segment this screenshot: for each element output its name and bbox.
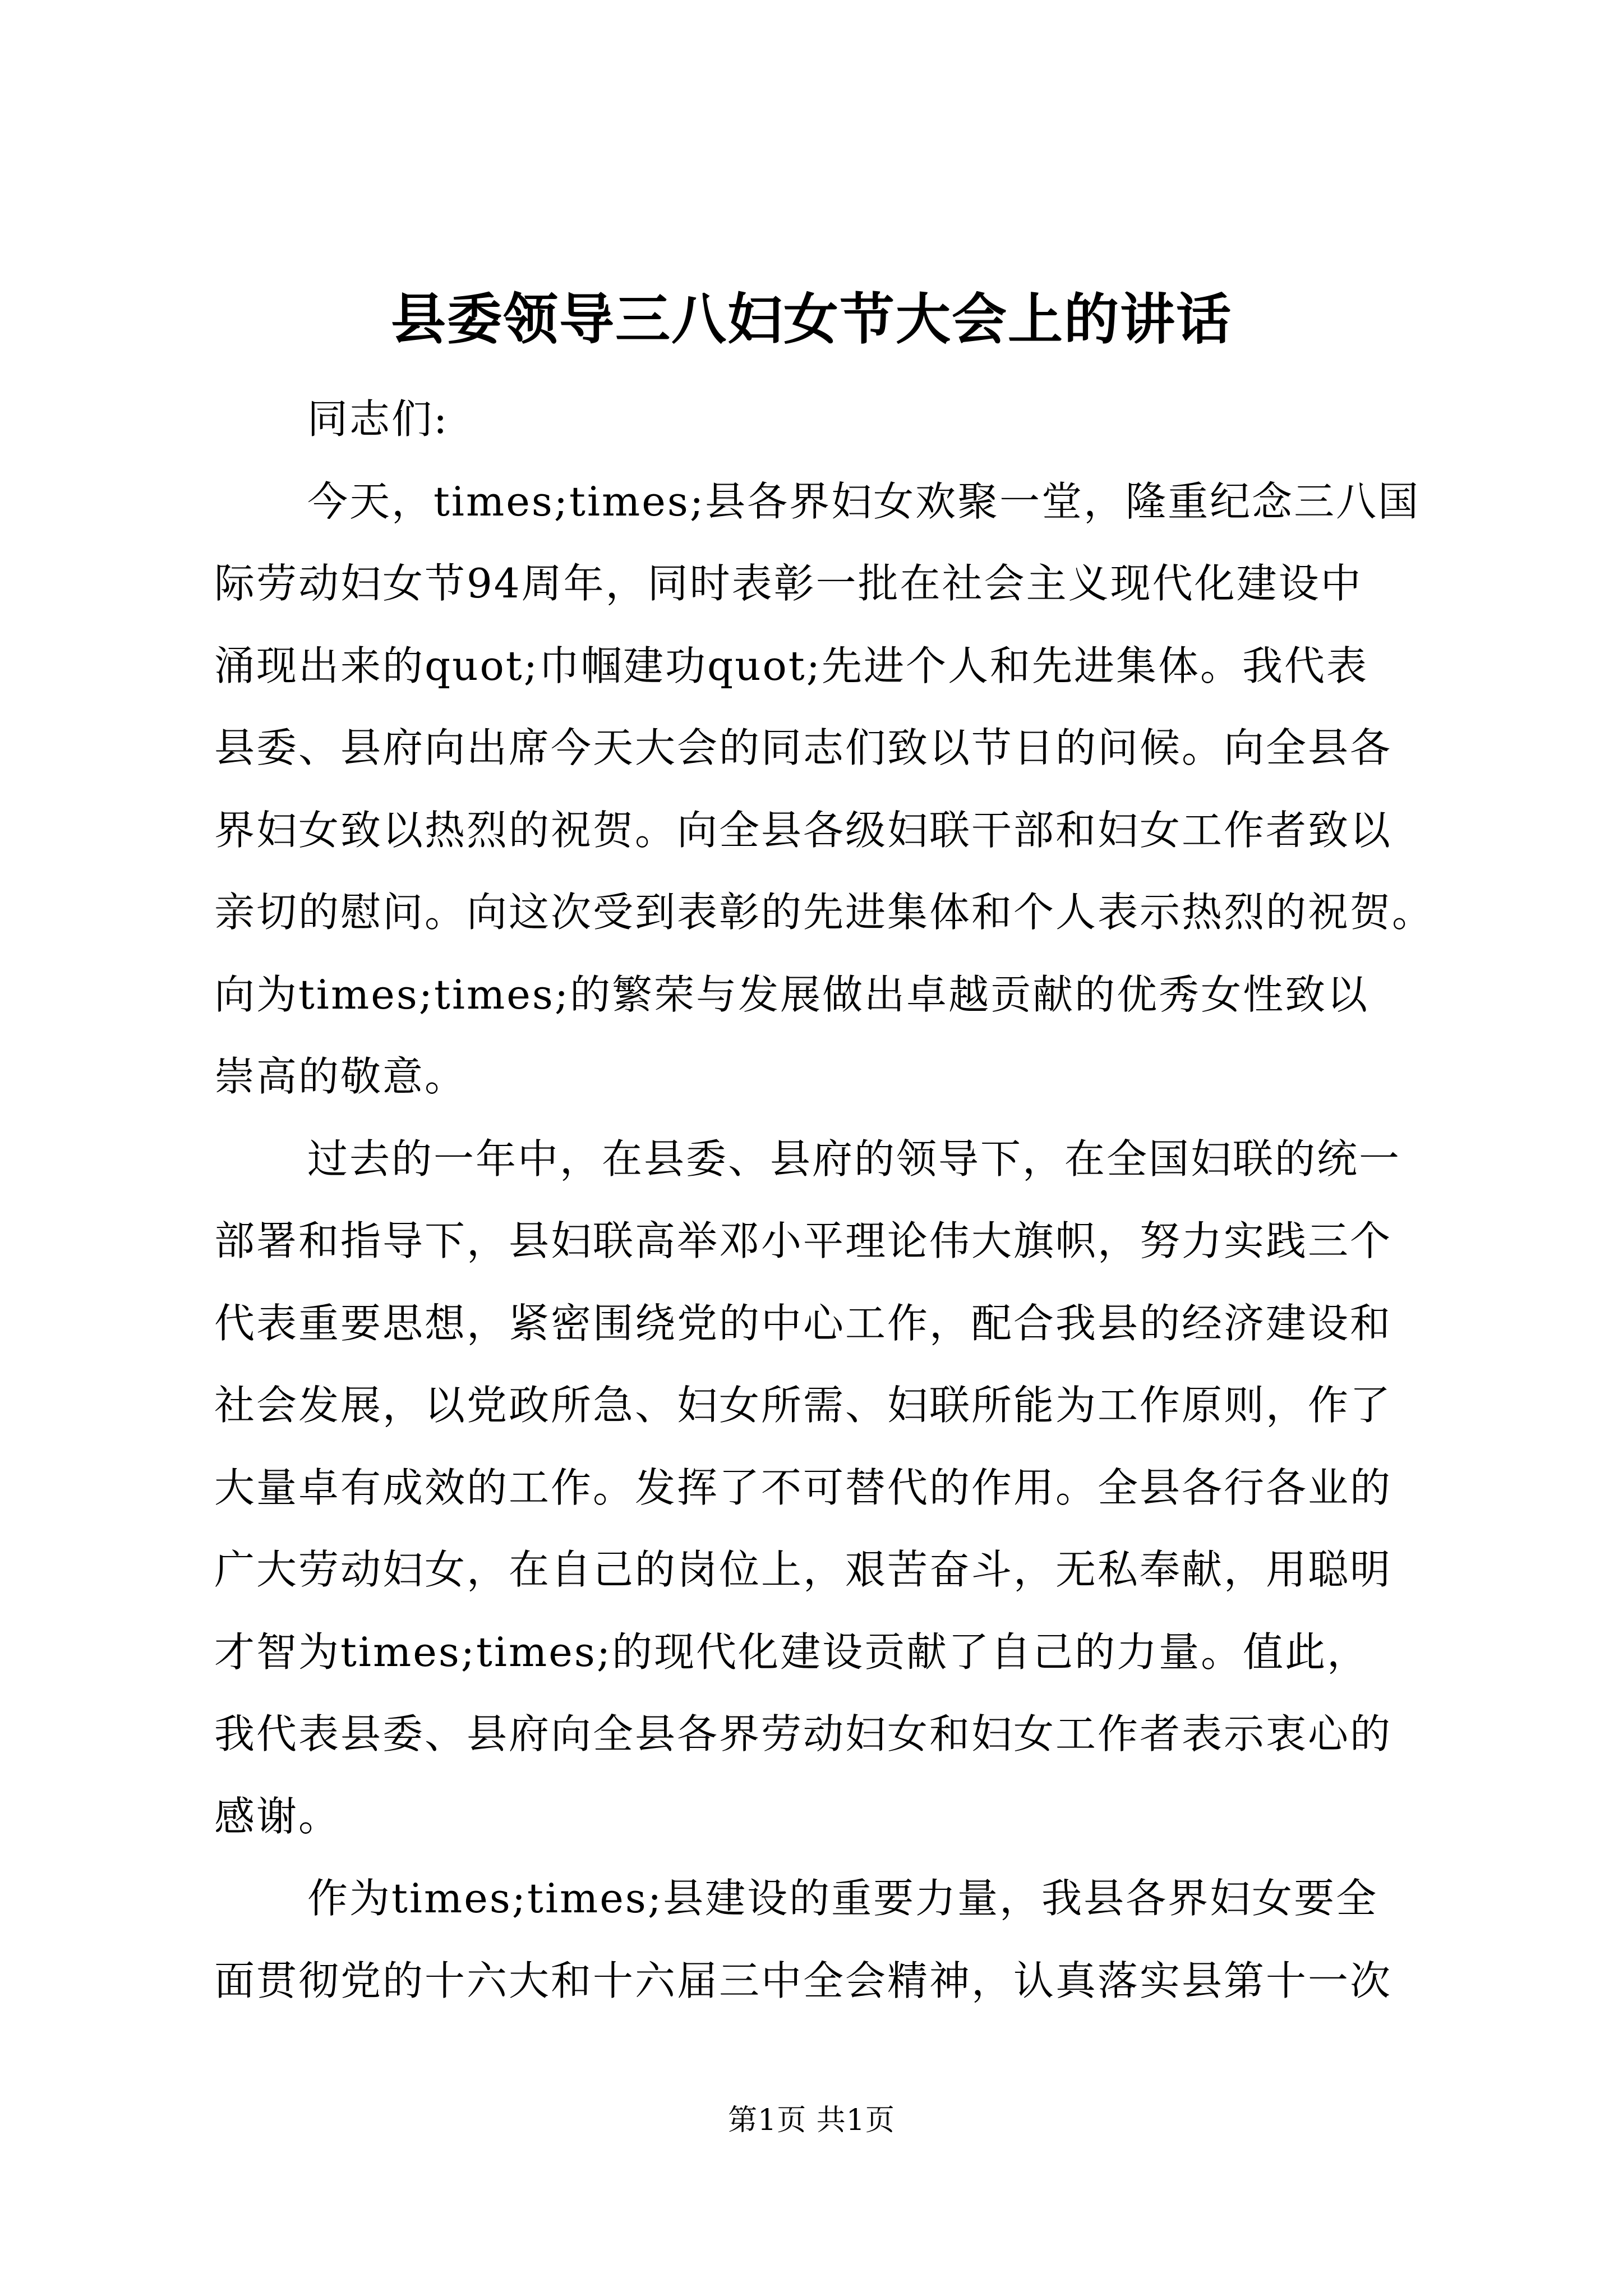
- text-line: 部署和指导下，县妇联高举邓小平理论伟大旗帜，努力实践三个: [214, 1217, 1393, 1264]
- text-line: 向为times;times;的繁荣与发展做出卓越贡献的优秀女性致以: [214, 970, 1370, 1018]
- text-line: 界妇女致以热烈的祝贺。向全县各级妇联干部和妇女工作者致以: [214, 806, 1393, 854]
- text-line: 广大劳动妇女，在自己的岗位上，艰苦奋斗，无私奉献，用聪明: [214, 1546, 1393, 1593]
- text-line: 亲切的慰问。向这次受到表彰的先进集体和个人表示热烈的祝贺。: [214, 889, 1435, 936]
- document-body: [214, 378, 1448, 2022]
- text-line: 同志们:: [307, 395, 449, 443]
- text-line: 才智为times;times;的现代化建设贡献了自己的力量。值此，: [214, 1628, 1370, 1676]
- text-line: 崇高的敬意。: [214, 1053, 467, 1100]
- text-line: 过去的一年中，在县委、县府的领导下，在全国妇联的统一: [307, 1135, 1401, 1182]
- text-line: 我代表县委、县府向全县各界劳动妇女和妇女工作者表示衷心的: [214, 1710, 1393, 1757]
- text-line: 社会发展，以党政所急、妇女所需、妇联所能为工作原则，作了: [214, 1382, 1393, 1429]
- page-footer: 第1页 共1页: [728, 2104, 895, 2137]
- text-line: 涌现出来的quot;巾帼建功quot;先进个人和先进集体。我代表: [214, 642, 1369, 689]
- text-line: 县委、县府向出席今天大会的同志们致以节日的问候。向全县各: [214, 724, 1393, 771]
- text-line: 今天，times;times;县各界妇女欢聚一堂，隆重纪念三八国: [307, 477, 1421, 525]
- text-line: 感谢。: [214, 1792, 341, 1840]
- text-line: 面贯彻党的十六大和十六届三中全会精神，认真落实县第十一次: [214, 1957, 1393, 2004]
- text-line: 代表重要思想，紧密围绕党的中心工作，配合我县的经济建设和: [214, 1299, 1393, 1347]
- text-line: 作为times;times;县建设的重要力量，我县各界妇女要全: [307, 1875, 1378, 1922]
- text-line: 大量卓有成效的工作。发挥了不可替代的作用。全县各行各业的: [214, 1464, 1393, 1511]
- document-title: 县委领导三八妇女节大会上的讲话: [390, 287, 1232, 352]
- text-line: 际劳动妇女节94周年，同时表彰一批在社会主义现代化建设中: [214, 560, 1363, 607]
